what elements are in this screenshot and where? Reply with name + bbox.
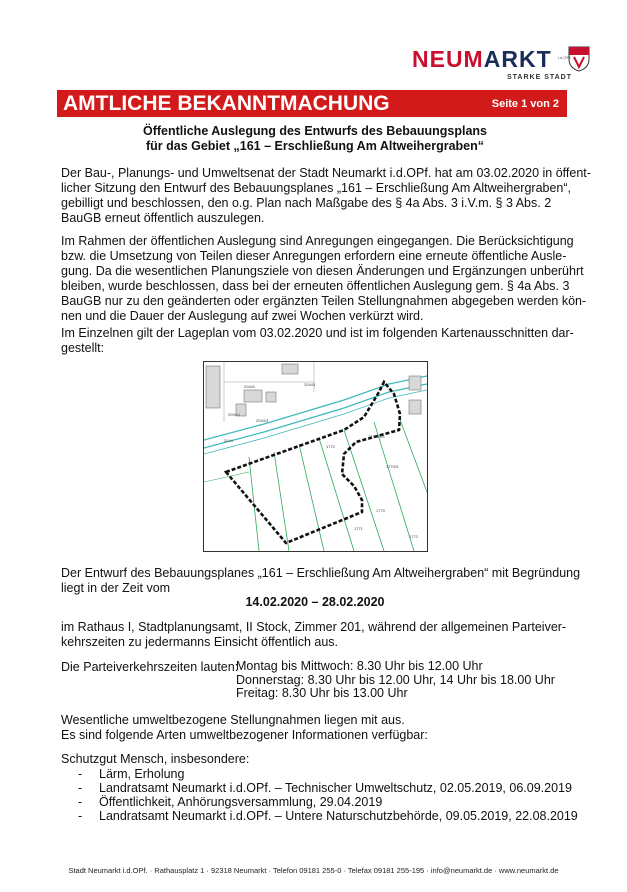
text-line: im Rathaus I, Stadtplanungsamt, II Stock, Zimmer 201, während der allgemeinen Parteiver-: [61, 620, 567, 634]
list-item: - Landratsamt Neumarkt i.d.OPf. – Untere Naturschutzbehörde, 09.05.2019, 22.08.2019: [78, 809, 578, 823]
site-plan-drawing: [204, 362, 427, 551]
text-line: gestellt:: [61, 341, 105, 355]
opening-hours: [236, 660, 555, 701]
text-line: BauGB nur zu den geänderten oder ergänzten Teilen Stellungnahmen abgegeben werden kön-: [61, 294, 587, 308]
opening-hours-label: Die Parteiverkehrszeiten lauten:: [61, 660, 239, 674]
announcement-banner: [57, 90, 567, 117]
text-line: gebilligt und beschlossen, den o.g. Plan nach Maßgabe des § 4a Abs. 3 i.V.m. § 3 Abs. 2: [61, 196, 552, 210]
paragraph-draft: [61, 566, 580, 596]
text-line: Im Rahmen der öffentlichen Auslegung sind Anregungen eingegangen. Die Berücksichtigung: [61, 234, 574, 248]
document-title: [60, 124, 570, 154]
text-line: Der Entwurf des Bebauungsplanes „161 – Erschließung Am Altweihergraben“ mit Begründung: [61, 566, 581, 580]
city-logo: [412, 46, 592, 86]
site-plan-map: [203, 361, 428, 552]
parcel-label: 2044/3: [256, 418, 269, 423]
text-line: nen und die Dauer der Auslegung auf zwei Wochen verkürzt wird.: [61, 309, 424, 323]
paragraph-site-plan: [61, 326, 574, 356]
parcel-label: 20441: [244, 384, 256, 389]
parcel-label: 1770: [376, 508, 385, 513]
list-item: - Landratsamt Neumarkt i.d.OPf. – Technischer Umweltschutz, 02.05.2019, 06.09.2019: [78, 781, 572, 795]
parcel-label: 1772: [409, 534, 418, 539]
logo-subtitle: STARKE STADT: [507, 74, 573, 81]
text-line: Der Bau-, Planungs- und Umweltsenat der Stadt Neumarkt i.d.OPf. hat am 03.02.2020 in öffent-: [61, 166, 591, 180]
hours-line: Freitag: 8.30 Uhr bis 13.00 Uhr: [236, 686, 408, 700]
paragraph-suggestions: [61, 234, 586, 324]
hours-line: Montag bis Mittwoch: 8.30 Uhr bis 12.00 Uhr: [236, 659, 483, 673]
paragraph-location: [61, 620, 566, 650]
text-line: Im Einzelnen gilt der Lageplan vom 03.02.2020 und ist im folgenden Kartenausschnitten dar-: [61, 326, 574, 340]
schutzgut-heading: Schutzgut Mensch, insbesondere:: [61, 752, 250, 766]
text-line: kehrszeiten zu jedermanns Einsicht öffentlich aus.: [61, 635, 339, 649]
text-line: liegt in der Zeit vom: [61, 581, 171, 595]
banner-title: AMTLICHE BEKANNTMACHUNG: [63, 92, 390, 115]
text-line: bleiben, wurde beschlossen, dass bei der erneuten öffentlichen Auslegung gem. § 4a Abs. 3: [61, 279, 570, 293]
display-period: 14.02.2020 – 28.02.2020: [245, 595, 385, 609]
title-line-2: für das Gebiet „161 – Erschließung Am Altweihergraben“: [145, 139, 485, 153]
text-line: Es sind folgende Arten umweltbezogener Informationen verfügbar:: [61, 728, 428, 742]
text-line: bzw. die Umsetzung von Teilen dieser Anregungen erfordern eine erneute öffentliche Ausle-: [61, 249, 567, 263]
footer-contact: Stadt Neumarkt i.d.OPf. · Rathausplatz 1 · 92318 Neumarkt · Telefon 09181 255-0 · Telefax 09181 255-195 · info@neumarkt.de · www.neumarkt.de: [68, 866, 559, 875]
logo-wordmark: NEUMARKT: [412, 46, 552, 72]
parcel-label: 1770/3: [386, 464, 399, 469]
parcel-label: 1770: [326, 444, 335, 449]
paragraph-environment: [61, 713, 428, 743]
parcel-label: 1771: [354, 526, 363, 531]
paragraph-decision: [61, 166, 591, 226]
title-line-1: Öffentliche Auslegung des Entwurfs des Bebauungsplans: [142, 124, 488, 138]
parcel-label: 2094/1: [228, 412, 241, 417]
list-item: - Öffentlichkeit, Anhörungsversammlung, 29.04.2019: [78, 795, 383, 809]
parcel-label: 20443: [304, 382, 316, 387]
text-line: BauGB erneut öffentlich auszulegen.: [61, 211, 265, 225]
parcel-label: 2044: [224, 438, 233, 443]
logo-small-text: i.d.OPf.: [558, 55, 572, 60]
text-line: licher Sitzung den Entwurf des Bebauungsplanes „161 – Erschließung Am Altweihergraben“,: [61, 181, 572, 195]
hours-line: Donnerstag: 8.30 Uhr bis 12.00 Uhr, 14 Uhr bis 18.00 Uhr: [236, 672, 555, 687]
list-item: - Lärm, Erholung: [78, 767, 185, 781]
page-indicator: Seite 1 von 2: [491, 98, 559, 110]
text-line: gung. Da die wesentlichen Planungsziele von diesen Änderungen und Ergänzungen unberührt: [61, 264, 584, 278]
text-line: Wesentliche umweltbezogene Stellungnahmen liegen mit aus.: [61, 713, 405, 727]
parcel-label: 1770/104: [368, 434, 385, 439]
